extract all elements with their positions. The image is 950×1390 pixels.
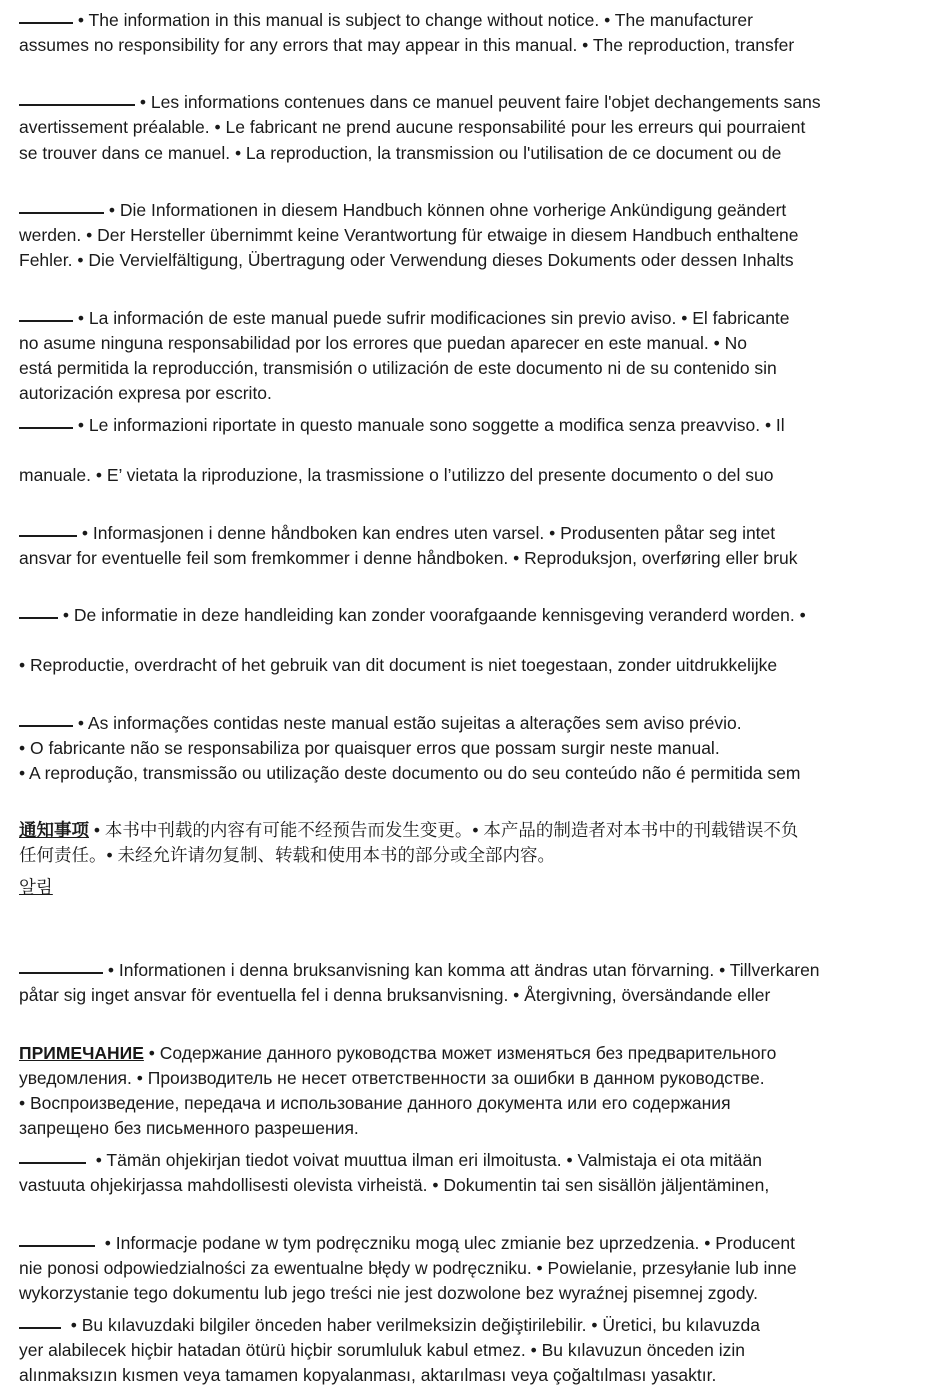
notice-text: • Die Informationen in diesem Handbuch können ohne vorherige Ankündigung geändert — [108, 200, 787, 220]
notice-fr-line-3: se trouver dans ce manuel. • La reproduction, la transmission ou l'utilisation de ce document ou de — [19, 143, 782, 163]
notice-pl-line-1 — [19, 1233, 795, 1253]
heading-blank — [19, 972, 103, 974]
notice-es-line-1 — [19, 308, 790, 328]
notice-text: • Bu kılavuzdaki bilgiler önceden haber verilmeksizin değiştirilebilir. • Üretici, bu kılavuzda — [70, 1315, 760, 1335]
notice-text: • Informacje podane w tym podręczniku mogą ulec zmianie bez uprzedzenia. • Producent — [104, 1233, 795, 1253]
heading-blank — [19, 1327, 61, 1329]
notice-zh-line-2: 任何责任。• 未经允许请勿复制、转载和使用本书的部分或全部内容。 — [19, 845, 555, 865]
notice-no-line-1 — [19, 523, 775, 543]
notice-de-line-3: Fehler. • Die Vervielfältigung, Übertragung oder Verwendung dieses Dokuments oder dessen Inhalts — [19, 250, 794, 270]
notice-sv-line-2: påtar sig inget ansvar för eventuella fel i denna bruksanvisning. • Återgivning, översändande eller — [19, 985, 771, 1005]
notice-pt-line-1 — [19, 713, 742, 733]
notice-tr-line-3: alınmaksızın kısmen veya tamamen kopyalanması, aktarılması veya çoğaltılması yasaktır. — [19, 1365, 717, 1385]
notice-zh-line-1 — [19, 820, 798, 840]
notice-pt-line-2: • O fabricante não se responsabiliza por quaisquer erros que possam surgir neste manual. — [19, 738, 720, 758]
heading-blank — [19, 617, 58, 619]
notice-zh-heading: 通知事项 — [19, 820, 89, 840]
notice-text: • Tämän ohjekirjan tiedot voivat muuttua ilman eri ilmoitusta. • Valmistaja ei ota mitään — [95, 1150, 762, 1170]
notice-es-line-2: no asume ninguna responsabilidad por los errores que puedan aparecer en este manual. • No — [19, 333, 747, 353]
notice-fr-line-2: avertissement préalable. • Le fabricant ne prend aucune responsabilité pour les erreurs qui pourraient — [19, 117, 806, 137]
heading-blank — [19, 427, 73, 429]
notice-text: • La información de este manual puede sufrir modificaciones sin previo aviso. • El fabricante — [77, 308, 790, 328]
notice-text: • Informasjonen i denne håndboken kan endres uten varsel. • Produsenten påtar seg intet — [81, 523, 776, 543]
notice-ru-line-3: • Воспроизведение, передача и использование данного документа или его содержания — [19, 1093, 731, 1113]
notice-text: • Le informazioni riportate in questo manuale sono soggette a modifica senza preavviso. • Il — [77, 415, 785, 435]
notice-text: • Содержание данного руководства может изменяться без предварительного — [143, 1043, 777, 1063]
notice-ru-heading: ПРИМЕЧАНИЕ — [19, 1043, 144, 1063]
notice-text: • As informações contidas neste manual estão sujeitas a alterações sem aviso prévio. — [77, 713, 742, 733]
notice-pt-line-3: • A reprodução, transmissão ou utilização deste documento ou do seu conteúdo não é permitida sem — [19, 763, 801, 783]
heading-blank — [19, 725, 73, 727]
notice-fi-line-2: vastuuta ohjekirjassa mahdollisesti olevista virheistä. • Dokumentin tai sen sisällön jäljentäminen, — [19, 1175, 770, 1195]
notice-fi-line-1 — [19, 1150, 762, 1170]
notice-no-line-2: ansvar for eventuelle feil som fremkommer i denne håndboken. • Reproduksjon, overføring eller bruk — [19, 548, 798, 568]
heading-blank — [19, 535, 77, 537]
notice-pl-line-2: nie ponosi odpowiedzialności za ewentualne błędy w podręczniku. • Powielanie, przesyłanie lub inne — [19, 1258, 797, 1278]
heading-blank — [19, 1162, 86, 1164]
heading-blank — [19, 1245, 95, 1247]
notice-text: • Les informations contenues dans ce manuel peuvent faire l'objet dechangements sans — [139, 92, 821, 112]
notice-es-line-3: está permitida la reproducción, transmisión o utilización de este documento ni de su contenido sin — [19, 358, 777, 378]
heading-blank — [19, 104, 135, 106]
heading-blank — [19, 22, 73, 24]
notice-en-line-2: assumes no responsibility for any errors that may appear in this manual. • The reproduction, transfer — [19, 35, 795, 55]
notice-fr-line-1 — [19, 92, 821, 112]
heading-blank — [19, 212, 104, 214]
notice-text: • Informationen i denna bruksanvisning kan komma att ändras utan förvarning. • Tillverkaren — [107, 960, 820, 980]
notice-nl-line-2: • Reproductie, overdracht of het gebruik van dit document is niet toegestaan, zonder uitdrukkelijke — [19, 655, 778, 675]
notice-it-line-2: manuale. • E’ vietata la riproduzione, la trasmissione o l’utilizzo del presente documento o del suo — [19, 465, 774, 485]
notice-tr-line-2: yer alabilecek hiçbir hatadan ötürü hiçbir sorumluluk kabul etmez. • Bu kılavuzun önceden izin — [19, 1340, 745, 1360]
notice-de-line-1 — [19, 200, 786, 220]
heading-blank — [19, 320, 73, 322]
notice-sv-line-1 — [19, 960, 820, 980]
notice-es-line-4: autorización expresa por escrito. — [19, 383, 272, 403]
notice-en-line-1 — [19, 10, 753, 30]
notice-de-line-2: werden. • Der Hersteller übernimmt keine Verantwortung für etwaige in diesem Handbuch enthaltene — [19, 225, 799, 245]
notice-pl-line-3: wykorzystanie tego dokumentu lub jego treści nie jest dozwolone bez wyraźnej pisemnej zgody. — [19, 1283, 758, 1303]
notice-ru-line-1 — [19, 1043, 776, 1063]
notice-nl-line-1 — [19, 605, 806, 625]
notice-text: • De informatie in deze handleiding kan zonder voorafgaande kennisgeving veranderd worden. • — [62, 605, 806, 625]
notice-ko-heading: 알림 — [19, 877, 53, 897]
notice-ru-line-4: запрещено без письменного разрешения. — [19, 1118, 359, 1138]
notice-it-line-1 — [19, 415, 785, 435]
notice-tr-line-1 — [19, 1315, 760, 1335]
notice-ru-line-2: уведомления. • Производитель не несет ответственности за ошибки в данном руководстве. — [19, 1068, 765, 1088]
notice-text: • 本书中刊载的内容有可能不经预告而发生变更。• 本产品的制造者对本书中的刊载错误不负 — [89, 820, 799, 840]
notice-text: • The information in this manual is subject to change without notice. • The manufacturer — [77, 10, 753, 30]
